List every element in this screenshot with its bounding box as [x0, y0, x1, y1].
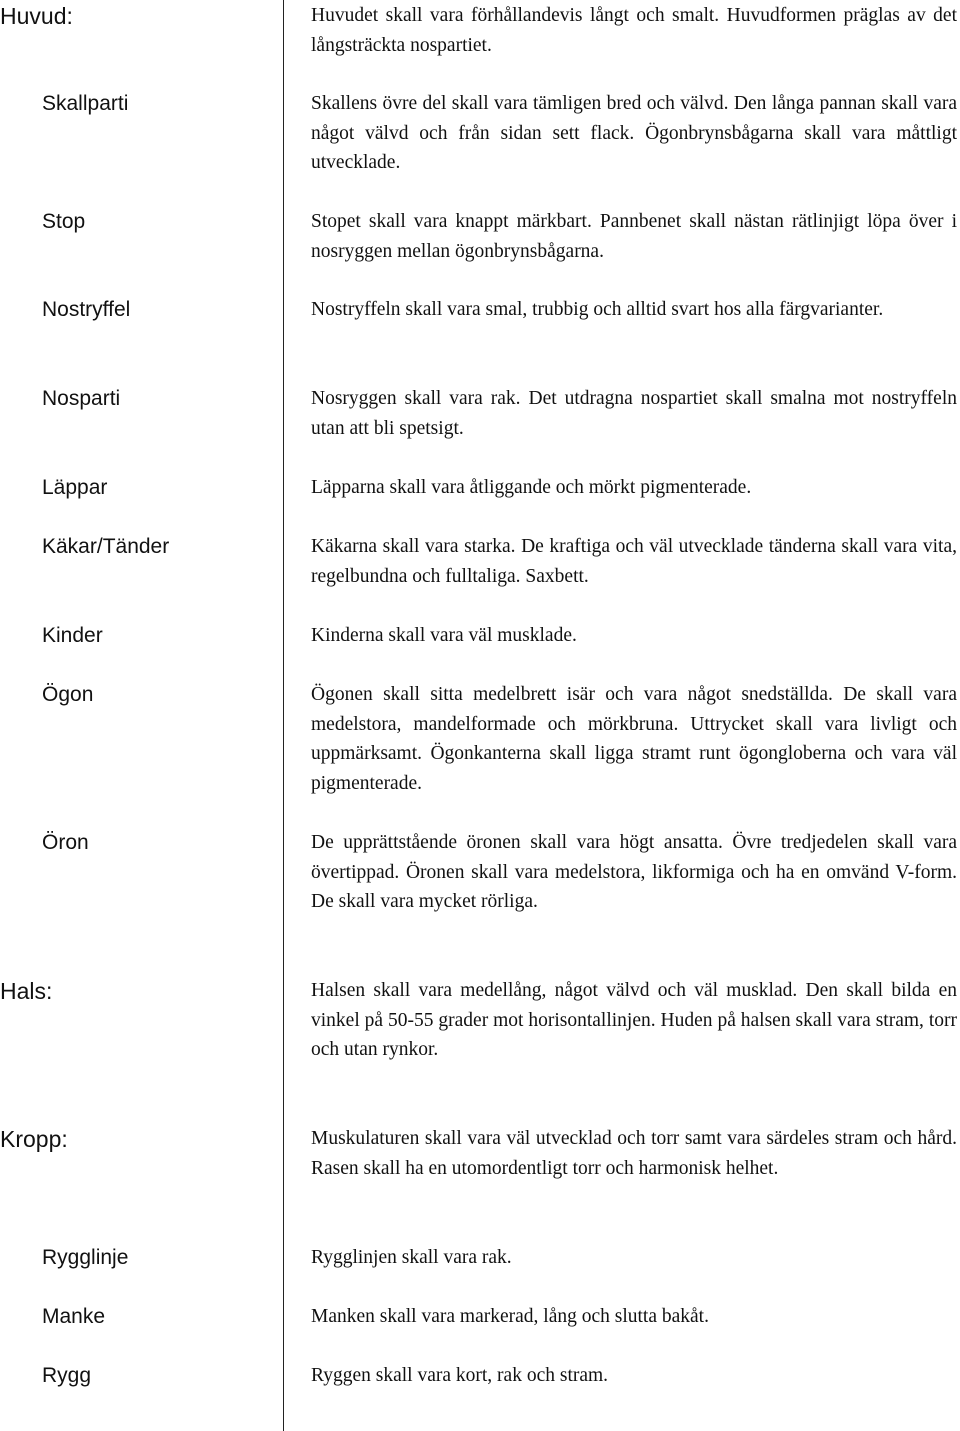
column-divider — [283, 0, 284, 1431]
section-heading-huvud: Huvud: — [0, 3, 73, 29]
term-stop: Stop — [42, 210, 86, 233]
term-rygg: Rygg — [42, 1364, 92, 1387]
term-skallparti: Skallparti — [42, 92, 129, 115]
description-nostryffel: Nostryffeln skall vara smal, trubbig och alltid svart hos alla färgvarianter. — [311, 299, 884, 320]
term-ogon: Ögon — [42, 683, 94, 706]
description-oron: De upprättstående öronen skall vara högt ansatta. Övre tredjedelen skall vara övertippad. Öronen skall vara medelstora, likformiga och ha en omvänd V-form. De skall vara mycket rörliga. — [311, 832, 957, 912]
description-rygglinje: Rygglinjen skall vara rak. — [311, 1247, 512, 1268]
description-kinder: Kinderna skall vara väl musklade. — [311, 625, 577, 646]
term-oron: Öron — [42, 831, 89, 854]
section-heading-hals: Hals: — [0, 978, 53, 1004]
description-stop: Stopet skall vara knappt märkbart. Pannbenet skall nästan rätlinjigt löpa över i nosryggen mellan ögonbrynsbågarna. — [311, 211, 957, 262]
term-lappar: Läppar — [42, 476, 108, 499]
description-huvud: Huvudet skall vara förhållandevis långt och smalt. Huvudformen präglas av det långsträckta nospartiet. — [311, 5, 957, 56]
description-manke: Manken skall vara markerad, lång och slutta bakåt. — [311, 1306, 709, 1327]
term-kakar-tander: Käkar/Tänder — [42, 535, 170, 558]
description-kropp: Muskulaturen skall vara väl utvecklad och torr samt vara särdeles stram och hård. Rasen skall ha en utomordentligt torr och harmonisk helhet. — [311, 1128, 957, 1179]
description-nosparti: Nosryggen skall vara rak. Det utdragna nospartiet skall smalna mot nostryffeln utan att bli spetsigt. — [311, 388, 957, 439]
description-lappar: Läpparna skall vara åtliggande och mörkt pigmenterade. — [311, 477, 752, 498]
description-kakar-tander: Käkarna skall vara starka. De kraftiga och väl utvecklade tänderna skall vara vita, regelbundna och fulltaliga. Saxbett. — [311, 536, 957, 587]
description-rygg: Ryggen skall vara kort, rak och stram. — [311, 1365, 609, 1386]
term-kinder: Kinder — [42, 624, 103, 647]
term-nosparti: Nosparti — [42, 387, 121, 410]
description-skallparti: Skallens övre del skall vara tämligen bred och välvd. Den långa pannan skall vara något välvd och från sidan sett flack. Ögonbrynsbågarna skall vara måttligt utvecklade. — [311, 93, 957, 173]
term-rygglinje: Rygglinje — [42, 1246, 129, 1269]
term-nostryffel: Nostryffel — [42, 298, 131, 321]
section-heading-kropp: Kropp: — [0, 1126, 68, 1152]
description-ogon: Ögonen skall sitta medelbrett isär och vara något snedställda. De skall vara medelstora, mandelformade och mörkbruna. Uttrycket skall vara livligt och uppmärksamt. Ögonkanterna skall ligga stramt runt ögongloberna och vara väl pigmenterade. — [311, 684, 957, 794]
description-hals: Halsen skall vara medellång, något välvd och väl musklad. Den skall bilda en vinkel på 50-55 grader mot horisontallinjen. Huden på halsen skall vara stram, torr och utan rynkor. — [311, 980, 957, 1060]
term-manke: Manke — [42, 1305, 106, 1328]
